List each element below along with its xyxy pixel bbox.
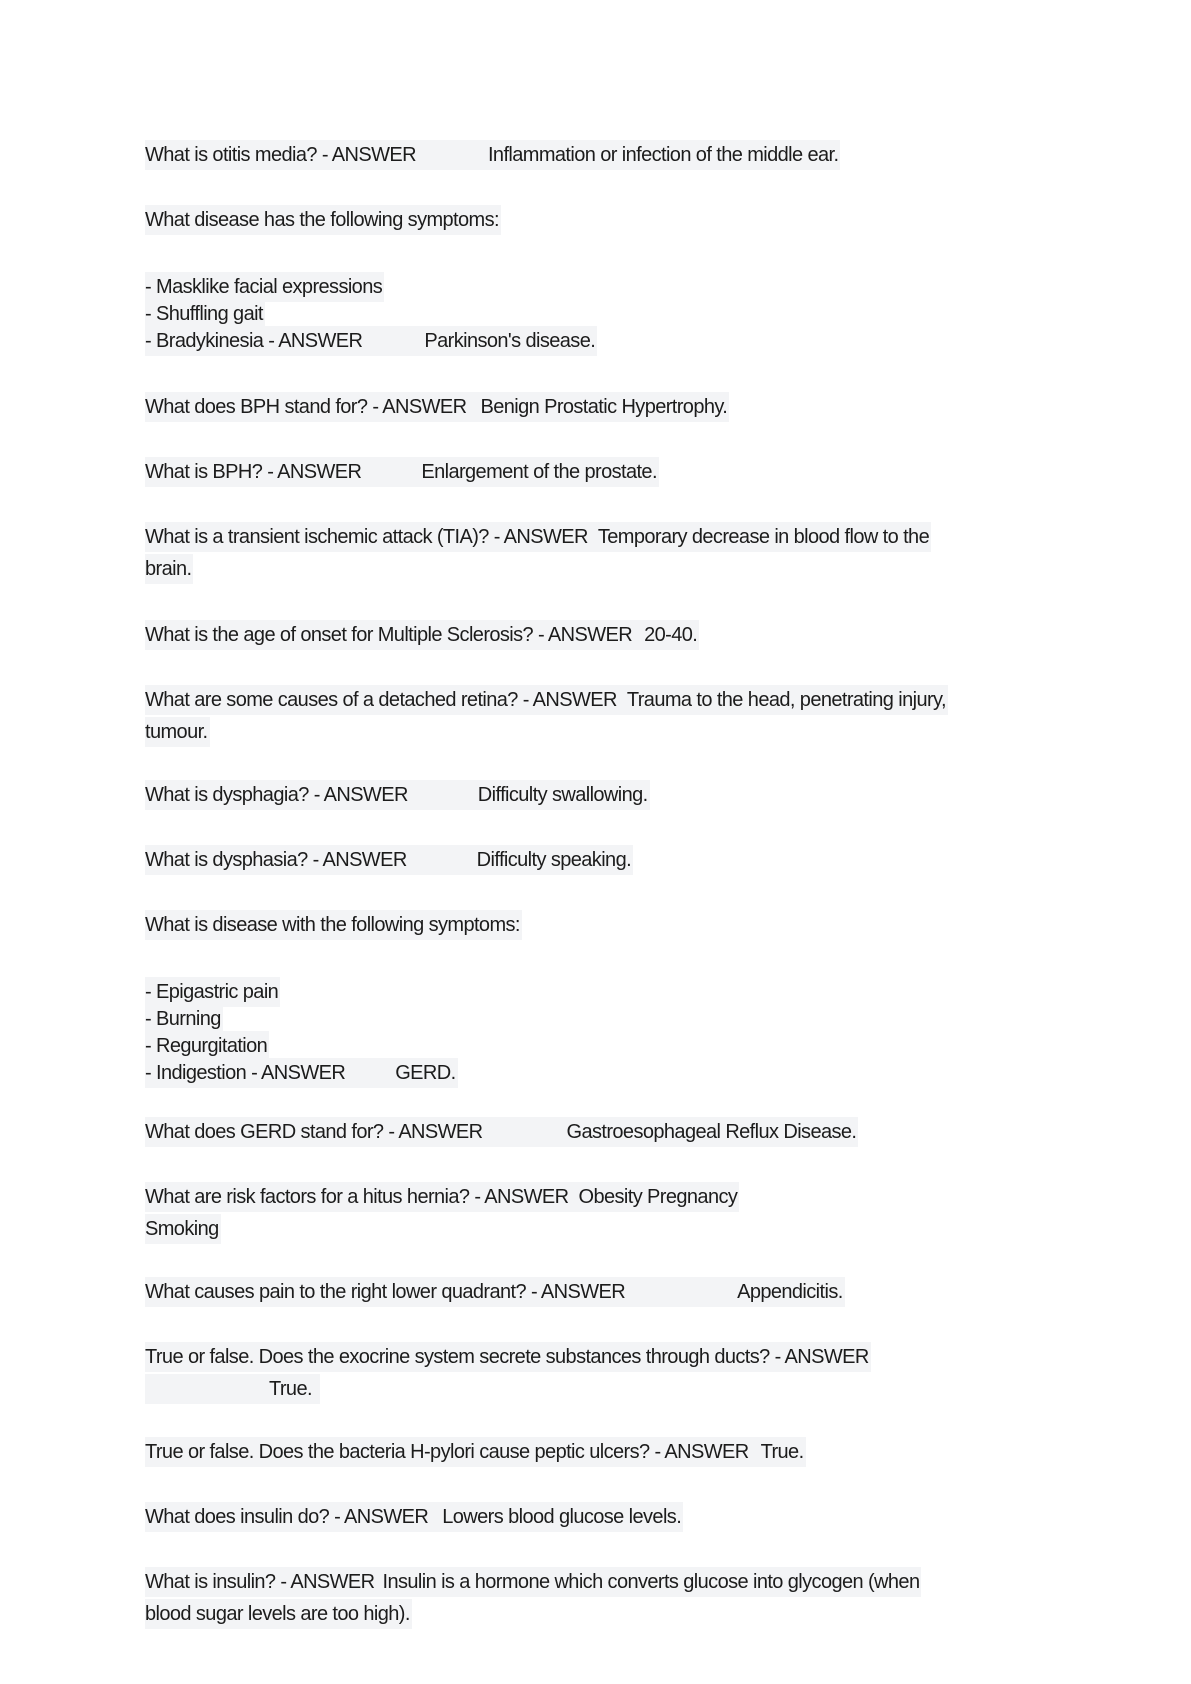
qa-line [145, 522, 931, 552]
question-text: - Bradykinesia - ANSWER [145, 330, 363, 352]
question-text: brain. [145, 558, 192, 580]
qa-line [145, 1214, 221, 1244]
answer-text: Parkinson's disease. [424, 330, 596, 352]
answer-text: Appendicitis. [737, 1281, 843, 1303]
qa-line [145, 1117, 858, 1147]
question-text: blood sugar levels are too high). [145, 1603, 410, 1625]
question-text: What does insulin do? - ANSWER [145, 1506, 429, 1528]
qa-line [145, 205, 501, 235]
question-text: What is dysphagia? - ANSWER [145, 784, 408, 806]
question-text: What causes pain to the right lower quadrant? - ANSWER [145, 1281, 626, 1303]
qa-line [145, 272, 384, 302]
qa-line [145, 457, 659, 487]
answer-text: GERD. [395, 1062, 456, 1084]
question-text: True or false. Does the bacteria H-pylori cause peptic ulcers? - ANSWER [145, 1441, 749, 1463]
qa-line [145, 685, 948, 715]
question-text: What disease has the following symptoms: [145, 209, 499, 231]
answer-text: Enlargement of the prostate. [421, 461, 657, 483]
question-text: What is the age of onset for Multiple Sclerosis? - ANSWER [145, 624, 633, 646]
question-text: What does BPH stand for? - ANSWER [145, 396, 467, 418]
qa-line [145, 1599, 412, 1629]
qa-line [145, 1004, 223, 1034]
answer-text: Difficulty speaking. [476, 849, 632, 871]
symptom-text: - Shuffling gait [145, 303, 263, 325]
qa-line [145, 1031, 269, 1061]
qa-line [145, 1502, 683, 1532]
question-text: What is dysphasia? - ANSWER [145, 849, 407, 871]
qa-line [145, 845, 633, 875]
qa-line [145, 326, 597, 356]
answer-text: Trauma to the head, penetrating injury, [626, 689, 946, 711]
answer-text: Insulin is a hormone which converts glucose into glycogen (when [382, 1571, 920, 1593]
answer-text: Temporary decrease in blood flow to the [597, 526, 930, 548]
qa-line [145, 554, 193, 584]
answer-text: Gastroesophageal Reflux Disease. [566, 1121, 857, 1143]
qa-line [145, 140, 840, 170]
question-text: tumour. [145, 721, 208, 743]
question-text: What is otitis media? - ANSWER [145, 144, 416, 166]
qa-line [145, 392, 729, 422]
answer-text: Difficulty swallowing. [477, 784, 648, 806]
question-text: What is insulin? - ANSWER [145, 1571, 375, 1593]
qa-line [145, 1182, 739, 1212]
qa-line [145, 1277, 845, 1307]
question-text: What is a transient ischemic attack (TIA)? - ANSWER [145, 526, 588, 548]
question-text: What is BPH? - ANSWER [145, 461, 362, 483]
answer-text: 20-40. [644, 624, 698, 646]
question-text: - Indigestion - ANSWER [145, 1062, 346, 1084]
symptom-text: - Masklike facial expressions [145, 276, 383, 298]
answer-text: True. [760, 1441, 804, 1463]
qa-line [145, 620, 699, 650]
symptom-text: - Regurgitation [145, 1035, 268, 1057]
question-text: What does GERD stand for? - ANSWER [145, 1121, 483, 1143]
qa-line [145, 717, 210, 747]
qa-line [145, 1342, 871, 1372]
answer-text: Benign Prostatic Hypertrophy. [480, 396, 728, 418]
qa-line [145, 299, 265, 329]
answer-text: True. [269, 1378, 312, 1400]
qa-line [145, 910, 522, 940]
qa-line [145, 977, 280, 1007]
question-text: What is disease with the following symptoms: [145, 914, 520, 936]
qa-line [145, 1058, 458, 1088]
question-text: What are some causes of a detached retina? - ANSWER [145, 689, 617, 711]
answer-text: Inflammation or infection of the middle ear. [487, 144, 839, 166]
question-text: Smoking [145, 1218, 219, 1240]
question-text: True or false. Does the exocrine system secrete substances through ducts? - ANSWER [145, 1346, 869, 1368]
qa-line [145, 1567, 921, 1597]
answer-text: Obesity Pregnancy [578, 1186, 738, 1208]
question-text: What are risk factors for a hitus hernia? - ANSWER [145, 1186, 569, 1208]
answer-text: Lowers blood glucose levels. [442, 1506, 682, 1528]
symptom-text: - Burning [145, 1008, 221, 1030]
symptom-text: - Epigastric pain [145, 981, 279, 1003]
qa-line [145, 1437, 806, 1467]
qa-line [145, 780, 650, 810]
qa-line [145, 1374, 320, 1404]
